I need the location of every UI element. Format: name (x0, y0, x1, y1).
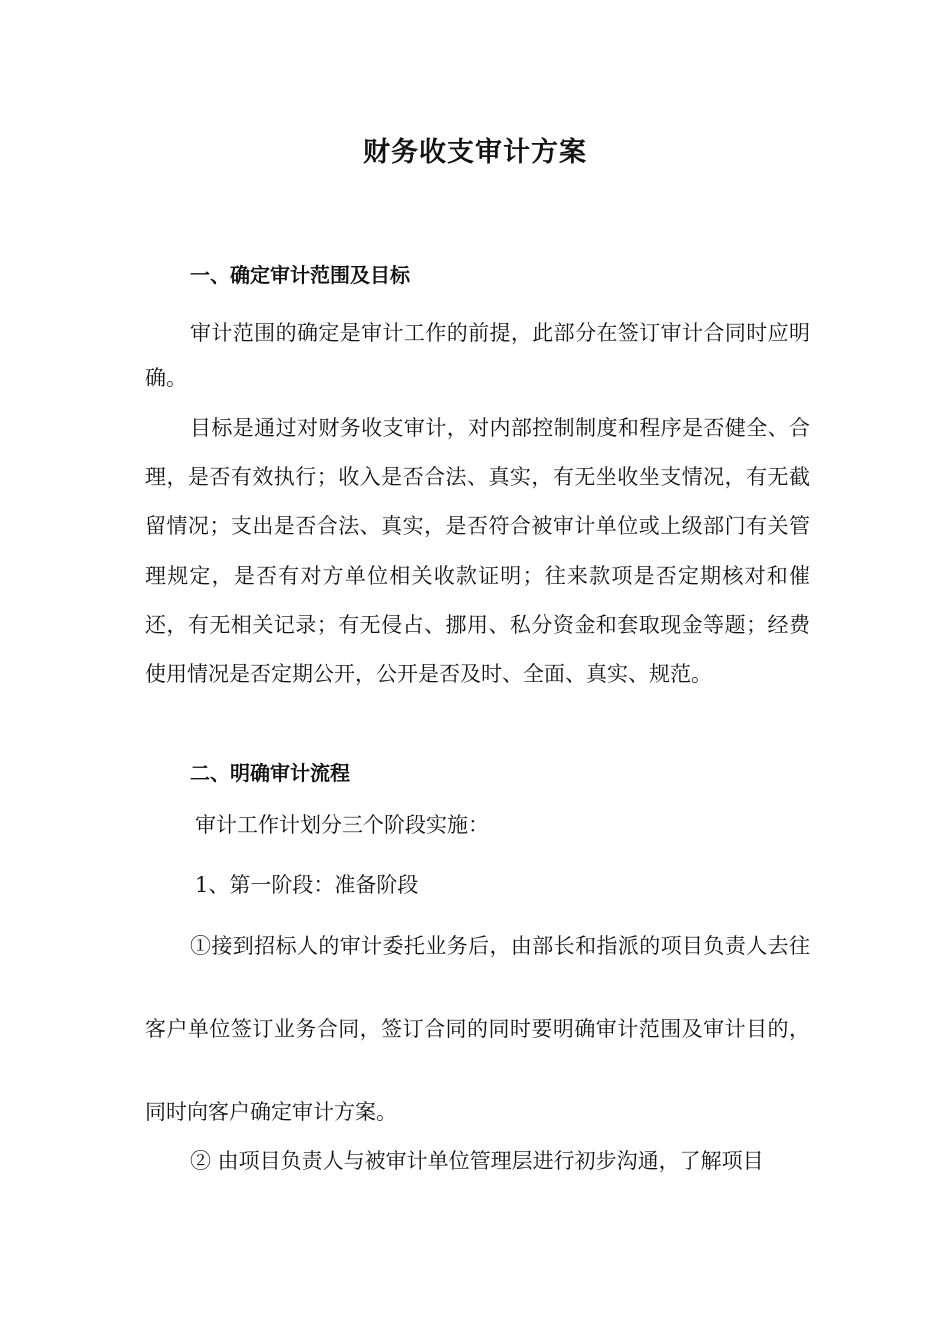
process-intro: 审计工作计划分三个阶段实施： (195, 813, 489, 837)
section-heading-process: 二、明确审计流程 (190, 761, 350, 785)
paragraph-objectives: 目标是通过对财务收支审计，对内部控制制度和程序是否健全、合理，是否有效执行；收入是否合法、真实，有无坐收坐支情况，有无截留情况；支出是否合法、真实，是否符合被审计单位或上级部门有关管理规定，是否有对方单位相关收款证明；往来款项是否定期核对和催还，有无相关记录；有无侵占、挪用、私分资金和套取现金等题；经费使用情况是否定期公开，公开是否及时、全面、真实、规范。 (145, 416, 810, 687)
list-item-1: ①接到招标人的审计委托业务后，由部长和指派的项目负责人去往客户单位签订业务合同，签订合同的同时要明确审计范围及审计目的，同时向客户确定审计方案。 (145, 934, 810, 1124)
paragraph-scope: 审计范围的确定是审计工作的前提，此部分在签订审计合同时应明确。 (145, 321, 810, 390)
document-title: 财务收支审计方案 (363, 137, 587, 168)
list-item-2: ② 由项目负责人与被审计单位管理层进行初步沟通，了解项目 (190, 1149, 764, 1173)
stage-heading: 1、第一阶段：准备阶段 (195, 873, 419, 897)
section-heading-scope: 一、确定审计范围及目标 (190, 263, 410, 287)
